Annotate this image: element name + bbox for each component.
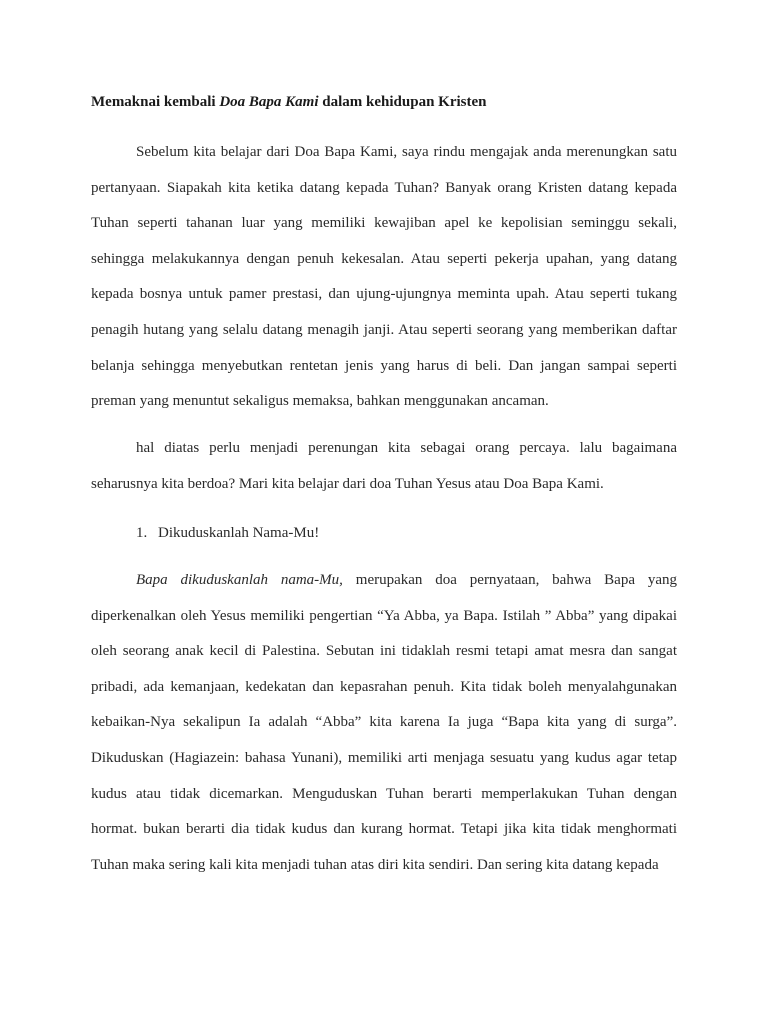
- title-post: dalam kehidupan Kristen: [318, 94, 487, 110]
- list-text: Dikuduskanlah Nama-Mu!: [158, 525, 320, 541]
- paragraph-2: hal diatas perlu menjadi perenungan kita sebagai orang percaya. lalu bagaimana seharusnya kita berdoa? Mari kita belajar dari doa Tuhan Yesus atau Doa Bapa Kami.: [91, 440, 677, 492]
- title-pre: Memaknai kembali: [91, 94, 220, 110]
- paragraph-1: Sebelum kita belajar dari Doa Bapa Kami, saya rindu mengajak anda merenungkan satu pertanyaan. Siapakah kita ketika datang kepada Tuhan? Banyak orang Kristen datang kepada Tuhan seperti tahanan luar yang memiliki kewajiban apel ke kepolisian seminggu sekali, sehingga melakukannya dengan penuh kekesalan. Atau seperti pekerja upahan, yang datang kepada bosnya untuk pamer prestasi, dan ujung-ujungnya meminta upah. Atau seperti tukang penagih hutang yang selalu datang menagih janji. Atau seperti seorang yang memberikan daftar belanja sehingga menyebutkan rentetan jenis yang harus di beli. Dan jangan sampai seperti preman yang menuntut sekaligus memaksa, bahkan menggunakan ancaman.: [91, 144, 677, 410]
- title-italic: Doa Bapa Kami: [219, 94, 319, 110]
- paragraph-3: [91, 563, 677, 883]
- list-number: 1.: [136, 525, 148, 541]
- list-item-1: [136, 525, 319, 542]
- document-title: [91, 94, 487, 111]
- paragraph-3-rest: merupakan doa pernyataan, bahwa Bapa yang diperkenalkan oleh Yesus memiliki pengertian “Ya Abba, ya Bapa. Istilah ” Abba” yang dipakai oleh seorang anak kecil di Palestina. Sebutan ini tidaklah resmi tetapi amat mesra dan sangat pribadi, ada kemanjaan, kedekatan dan kepasrahan penuh. Kita tidak boleh menyalahgunakan kebaikan-Nya sekalipun Ia adalah “Abba” kita karena Ia juga “Bapa kita yang di surga”. Dikuduskan (Hagiazein: bahasa Yunani), memiliki arti menjaga sesuatu yang kudus agar tetap kudus atau tidak dicemarkan. Menguduskan Tuhan berarti memperlakukan Tuhan dengan hormat. bukan berarti dia tidak kudus dan kurang hormat. Tetapi jika kita tidak menghormati Tuhan maka sering kali kita menjadi tuhan atas diri kita sendiri. Dan sering kita datang kepada: [91, 572, 677, 873]
- paragraph-3-italic: Bapa dikuduskanlah nama-Mu,: [136, 572, 343, 588]
